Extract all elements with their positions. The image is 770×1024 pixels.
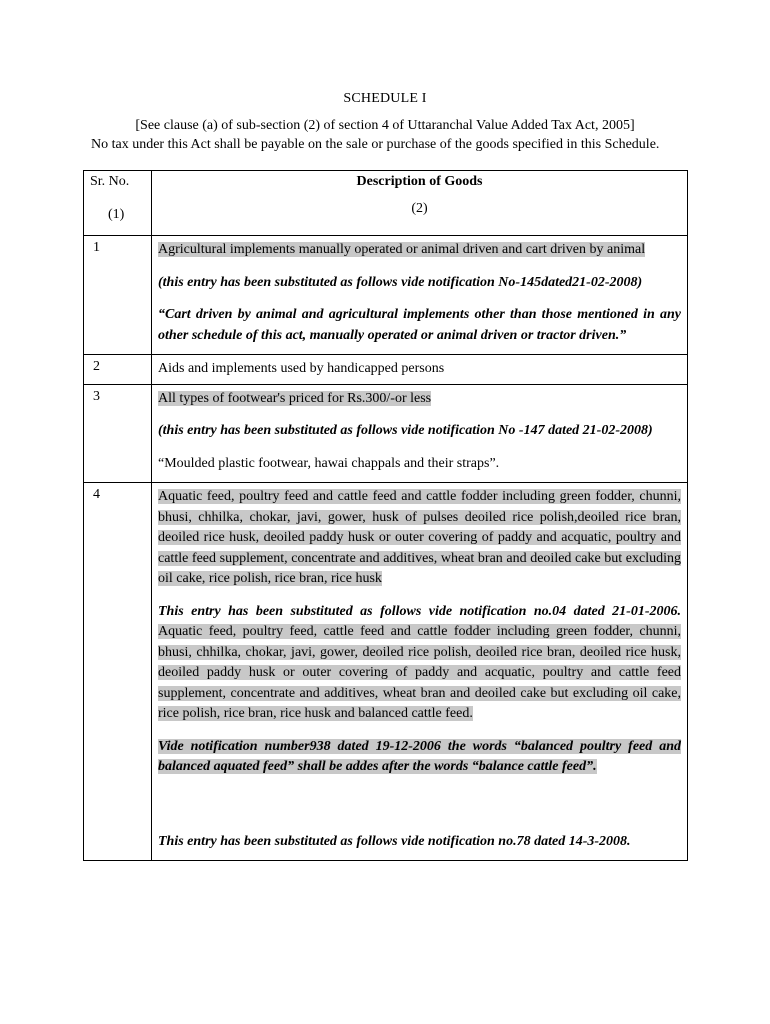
table-row	[84, 483, 688, 861]
substituted-text: Aquatic feed, poultry feed, cattle feed and cattle fodder including green fodder, chunni, bhusi, chhilka, chokar, javi, gower, deoiled rice polish, deoiled rice bran, deoiled rice husk, deoiled paddy husk or outer covering of paddy and acquatic, poultry and cattle feed supplement, concentrate and additives, wheat bran and deoiled cake but excluding oil cake, rice polish, rice bran, rice husk and balanced cattle feed.	[158, 624, 681, 721]
substitution-note: (this entry has been substituted as follows vide notification No-145dated21-02-2008)	[158, 274, 643, 290]
header-desc-label: Description of Goods	[356, 174, 483, 189]
table-row	[84, 236, 688, 355]
header-desc-cell	[152, 171, 688, 236]
row-sr-number: 1	[93, 240, 100, 255]
schedule-reference: [See clause (a) of sub-section (2) of section 4 of Uttaranchal Value Added Tax Act, 2005]	[135, 118, 635, 133]
substituted-text: “Moulded plastic footwear, hawai chappals and their straps”.	[158, 455, 500, 471]
row-sr-number: 2	[93, 359, 100, 374]
substitution-note: This entry has been substituted as follows vide notification no.04 dated 21-01-2006.	[158, 603, 681, 619]
schedule-intro: No tax under this Act shall be payable on the sale or purchase of the goods specified in this Schedule.	[91, 137, 660, 152]
header-desc-index: (2)	[411, 201, 428, 216]
table-header-row	[84, 171, 688, 236]
substitution-note: (this entry has been substituted as follows vide notification No -147 dated 21-02-2008)	[158, 423, 653, 438]
substitution-note: This entry has been substituted as follows vide notification no.78 dated 14-3-2008.	[158, 833, 631, 849]
header-sr-index: (1)	[108, 207, 125, 222]
header-sr-cell	[84, 171, 152, 236]
substituted-text: “Cart driven by animal and agricultural implements other than those mentioned in any other schedule of this act, manually operated or animal driven or tractor driven.”	[158, 307, 681, 343]
entry-text: Agricultural implements manually operated or animal driven and cart driven by animal	[158, 242, 646, 257]
entry-text: Aquatic feed, poultry feed and cattle feed and cattle fodder including green fodder, chunni, bhusi, chhilka, chokar, javi, gower, husk of pulses deoiled rice polish,deoiled rice bran, deoiled rice husk, deoiled paddy husk or outer covering of paddy and acquatic, poultry and cattle feed supplement, concentrate and additives, wheat bran and deoiled cake but excluding oil cake, rice polish, rice bran, rice husk	[158, 489, 681, 586]
row-sr-number: 4	[93, 487, 100, 502]
schedule-title: SCHEDULE I	[343, 91, 427, 106]
table-row	[84, 384, 688, 483]
table-row	[84, 355, 688, 385]
entry-text: Aids and implements used by handicapped persons	[158, 361, 445, 376]
row-sr-number: 3	[93, 388, 100, 404]
header-sr-label: Sr. No.	[90, 174, 130, 189]
amendment-note: Vide notification number938 dated 19-12-2006 the words “balanced poultry feed and balanced aquated feed” shall be addes after the words “balance cattle feed”.	[158, 738, 681, 774]
schedule-table	[83, 170, 688, 861]
entry-text: All types of footwear's priced for Rs.300/-or less	[158, 390, 432, 406]
